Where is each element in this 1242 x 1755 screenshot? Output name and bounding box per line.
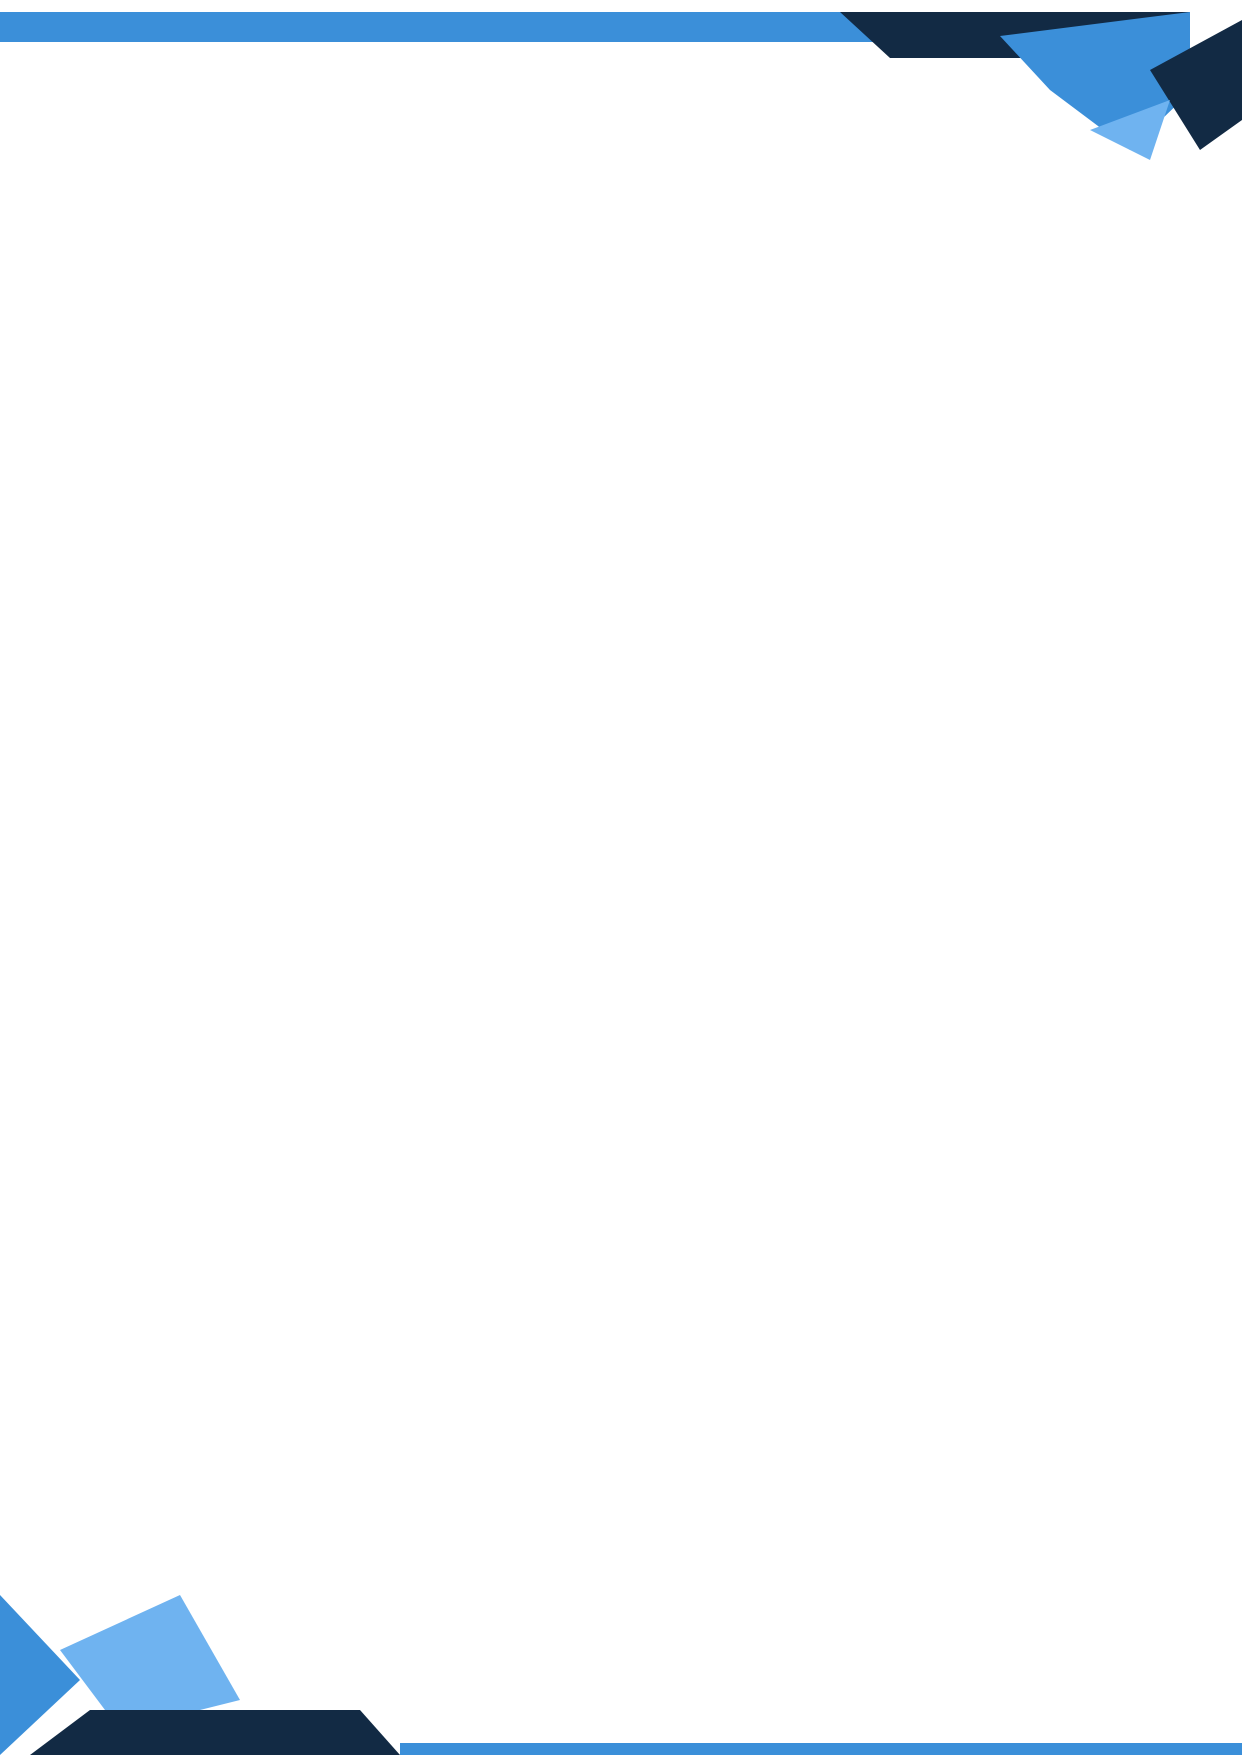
bottom-dot-grid (1010, 1478, 1210, 1738)
top-dot-grid (10, 48, 170, 258)
top-ring-row (150, 51, 390, 81)
bottom-left-light-triangle (60, 1595, 240, 1730)
bottom-ring-row (416, 1708, 586, 1732)
bottom-blue-bar (400, 1743, 1242, 1755)
header-decoration (0, 0, 1242, 170)
bottom-left-navy-band (30, 1710, 400, 1755)
